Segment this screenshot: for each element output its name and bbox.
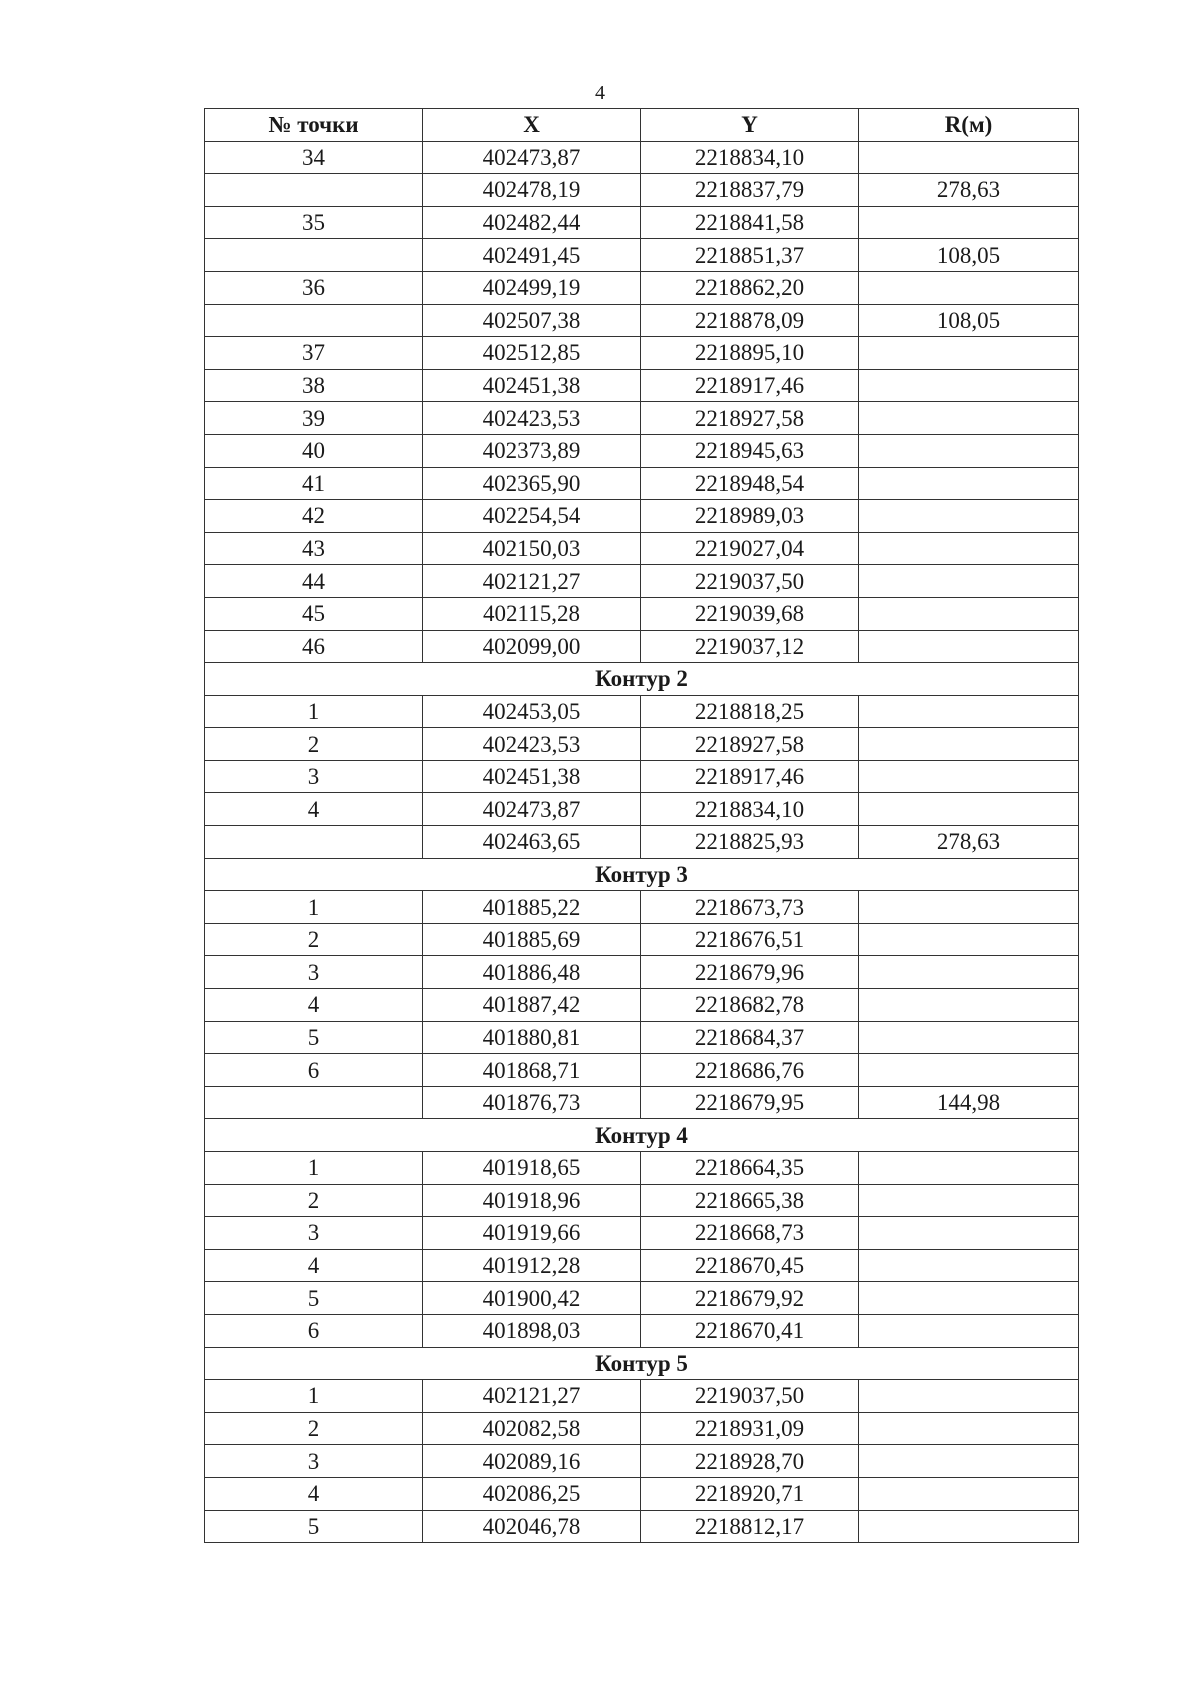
table-row <box>205 1282 1079 1315</box>
x-cell: 401880,81 <box>423 1021 641 1054</box>
radius-cell <box>859 402 1079 435</box>
radius-cell <box>859 500 1079 533</box>
radius-cell <box>859 1445 1079 1478</box>
point-number-cell: 3 <box>205 1217 423 1250</box>
radius-cell <box>859 1380 1079 1413</box>
radius-cell <box>859 760 1079 793</box>
y-cell: 2218945,63 <box>641 434 859 467</box>
x-cell: 402451,38 <box>423 369 641 402</box>
contour-title: Контур 5 <box>205 1347 1079 1380</box>
x-cell: 401885,69 <box>423 923 641 956</box>
point-number-cell: 3 <box>205 1445 423 1478</box>
x-cell: 402373,89 <box>423 434 641 467</box>
table-row <box>205 1412 1079 1445</box>
y-cell: 2218851,37 <box>641 239 859 272</box>
coordinates-table <box>204 108 1079 1543</box>
y-cell: 2218931,09 <box>641 1412 859 1445</box>
table-row <box>205 891 1079 924</box>
x-cell: 401898,03 <box>423 1314 641 1347</box>
x-cell: 402473,87 <box>423 141 641 174</box>
table-row <box>205 532 1079 565</box>
page-number: 4 <box>595 82 605 104</box>
y-cell: 2218670,45 <box>641 1249 859 1282</box>
radius-cell <box>859 695 1079 728</box>
x-cell: 402121,27 <box>423 565 641 598</box>
point-number-cell: 4 <box>205 793 423 826</box>
y-cell: 2219037,50 <box>641 565 859 598</box>
header-point-number: № точки <box>205 109 423 142</box>
point-number-cell <box>205 304 423 337</box>
x-cell: 402086,25 <box>423 1477 641 1510</box>
x-cell: 401886,48 <box>423 956 641 989</box>
table-row <box>205 239 1079 272</box>
x-cell: 402463,65 <box>423 826 641 859</box>
x-cell: 402491,45 <box>423 239 641 272</box>
point-number-cell: 35 <box>205 206 423 239</box>
y-cell: 2218684,37 <box>641 1021 859 1054</box>
y-cell: 2219039,68 <box>641 597 859 630</box>
x-cell: 401885,22 <box>423 891 641 924</box>
table-row <box>205 826 1079 859</box>
radius-cell <box>859 630 1079 663</box>
contour-title: Контур 3 <box>205 858 1079 891</box>
y-cell: 2218679,96 <box>641 956 859 989</box>
radius-cell <box>859 434 1079 467</box>
table-row <box>205 1217 1079 1250</box>
radius-cell <box>859 1249 1079 1282</box>
radius-cell <box>859 1054 1079 1087</box>
table-row <box>205 206 1079 239</box>
table-row <box>205 1249 1079 1282</box>
y-cell: 2218668,73 <box>641 1217 859 1250</box>
table-row <box>205 695 1079 728</box>
x-cell: 402099,00 <box>423 630 641 663</box>
y-cell: 2218834,10 <box>641 793 859 826</box>
radius-cell <box>859 1412 1079 1445</box>
y-cell: 2218682,78 <box>641 989 859 1022</box>
table-row <box>205 467 1079 500</box>
table-row <box>205 1152 1079 1185</box>
radius-cell <box>859 1510 1079 1543</box>
table-row <box>205 760 1079 793</box>
radius-cell: 108,05 <box>859 304 1079 337</box>
radius-cell <box>859 956 1079 989</box>
radius-cell <box>859 989 1079 1022</box>
point-number-cell: 46 <box>205 630 423 663</box>
y-cell: 2219027,04 <box>641 532 859 565</box>
table-row <box>205 1510 1079 1543</box>
header-y: Y <box>641 109 859 142</box>
table-row <box>205 989 1079 1022</box>
table-row <box>205 597 1079 630</box>
radius-cell <box>859 1282 1079 1315</box>
point-number-cell: 1 <box>205 891 423 924</box>
point-number-cell: 2 <box>205 1184 423 1217</box>
y-cell: 2218917,46 <box>641 369 859 402</box>
y-cell: 2218812,17 <box>641 1510 859 1543</box>
point-number-cell: 6 <box>205 1314 423 1347</box>
radius-cell: 108,05 <box>859 239 1079 272</box>
table-row <box>205 728 1079 761</box>
table-row <box>205 1054 1079 1087</box>
y-cell: 2218948,54 <box>641 467 859 500</box>
x-cell: 402365,90 <box>423 467 641 500</box>
point-number-cell: 36 <box>205 271 423 304</box>
point-number-cell: 5 <box>205 1282 423 1315</box>
x-cell: 402423,53 <box>423 402 641 435</box>
point-number-cell: 1 <box>205 695 423 728</box>
contour-title-row <box>205 663 1079 696</box>
x-cell: 402254,54 <box>423 500 641 533</box>
table-row <box>205 1445 1079 1478</box>
y-cell: 2219037,50 <box>641 1380 859 1413</box>
x-cell: 402512,85 <box>423 337 641 370</box>
y-cell: 2218664,35 <box>641 1152 859 1185</box>
table-row <box>205 1184 1079 1217</box>
y-cell: 2218665,38 <box>641 1184 859 1217</box>
radius-cell <box>859 271 1079 304</box>
x-cell: 401900,42 <box>423 1282 641 1315</box>
y-cell: 2218679,92 <box>641 1282 859 1315</box>
contour-title-row <box>205 1119 1079 1152</box>
point-number-cell: 4 <box>205 989 423 1022</box>
y-cell: 2218670,41 <box>641 1314 859 1347</box>
table-row <box>205 630 1079 663</box>
y-cell: 2218928,70 <box>641 1445 859 1478</box>
y-cell: 2218927,58 <box>641 728 859 761</box>
point-number-cell: 41 <box>205 467 423 500</box>
x-cell: 402482,44 <box>423 206 641 239</box>
radius-cell <box>859 141 1079 174</box>
table-row <box>205 304 1079 337</box>
point-number-cell: 5 <box>205 1510 423 1543</box>
radius-cell <box>859 337 1079 370</box>
table-row <box>205 369 1079 402</box>
point-number-cell: 44 <box>205 565 423 598</box>
table-row <box>205 271 1079 304</box>
table-row <box>205 141 1079 174</box>
point-number-cell: 3 <box>205 956 423 989</box>
table-row <box>205 500 1079 533</box>
radius-cell <box>859 1184 1079 1217</box>
header-row <box>205 109 1079 142</box>
radius-cell <box>859 891 1079 924</box>
x-cell: 402082,58 <box>423 1412 641 1445</box>
contour-title: Контур 2 <box>205 663 1079 696</box>
point-number-cell: 34 <box>205 141 423 174</box>
radius-cell <box>859 1314 1079 1347</box>
x-cell: 401918,96 <box>423 1184 641 1217</box>
point-number-cell: 45 <box>205 597 423 630</box>
x-cell: 402423,53 <box>423 728 641 761</box>
y-cell: 2218878,09 <box>641 304 859 337</box>
y-cell: 2218895,10 <box>641 337 859 370</box>
table-row <box>205 793 1079 826</box>
radius-cell <box>859 597 1079 630</box>
x-cell: 401912,28 <box>423 1249 641 1282</box>
x-cell: 401868,71 <box>423 1054 641 1087</box>
x-cell: 402473,87 <box>423 793 641 826</box>
x-cell: 402478,19 <box>423 174 641 207</box>
point-number-cell: 42 <box>205 500 423 533</box>
point-number-cell <box>205 826 423 859</box>
x-cell: 402150,03 <box>423 532 641 565</box>
y-cell: 2218676,51 <box>641 923 859 956</box>
y-cell: 2218818,25 <box>641 695 859 728</box>
y-cell: 2218927,58 <box>641 402 859 435</box>
x-cell: 401887,42 <box>423 989 641 1022</box>
x-cell: 402089,16 <box>423 1445 641 1478</box>
radius-cell: 278,63 <box>859 826 1079 859</box>
table-row <box>205 923 1079 956</box>
y-cell: 2218920,71 <box>641 1477 859 1510</box>
radius-cell <box>859 1152 1079 1185</box>
table-row <box>205 434 1079 467</box>
x-cell: 402453,05 <box>423 695 641 728</box>
y-cell: 2218686,76 <box>641 1054 859 1087</box>
point-number-cell: 37 <box>205 337 423 370</box>
table-body <box>205 141 1079 1543</box>
y-cell: 2218841,58 <box>641 206 859 239</box>
x-cell: 401918,65 <box>423 1152 641 1185</box>
y-cell: 2218989,03 <box>641 500 859 533</box>
point-number-cell <box>205 239 423 272</box>
point-number-cell: 2 <box>205 923 423 956</box>
contour-title: Контур 4 <box>205 1119 1079 1152</box>
table-row <box>205 956 1079 989</box>
x-cell: 401919,66 <box>423 1217 641 1250</box>
point-number-cell <box>205 174 423 207</box>
y-cell: 2218825,93 <box>641 826 859 859</box>
radius-cell <box>859 532 1079 565</box>
point-number-cell: 4 <box>205 1249 423 1282</box>
y-cell: 2218862,20 <box>641 271 859 304</box>
table-header <box>205 109 1079 142</box>
header-radius: R(м) <box>859 109 1079 142</box>
radius-cell <box>859 923 1079 956</box>
x-cell: 402507,38 <box>423 304 641 337</box>
point-number-cell: 39 <box>205 402 423 435</box>
y-cell: 2219037,12 <box>641 630 859 663</box>
table-row <box>205 337 1079 370</box>
x-cell: 402451,38 <box>423 760 641 793</box>
radius-cell <box>859 1021 1079 1054</box>
radius-cell <box>859 1477 1079 1510</box>
table-row <box>205 174 1079 207</box>
radius-cell <box>859 793 1079 826</box>
y-cell: 2218673,73 <box>641 891 859 924</box>
header-x: X <box>423 109 641 142</box>
contour-title-row <box>205 858 1079 891</box>
point-number-cell: 6 <box>205 1054 423 1087</box>
point-number-cell <box>205 1086 423 1119</box>
point-number-cell: 40 <box>205 434 423 467</box>
x-cell: 402115,28 <box>423 597 641 630</box>
radius-cell <box>859 565 1079 598</box>
radius-cell <box>859 1217 1079 1250</box>
x-cell: 402121,27 <box>423 1380 641 1413</box>
contour-title-row <box>205 1347 1079 1380</box>
y-cell: 2218917,46 <box>641 760 859 793</box>
x-cell: 402046,78 <box>423 1510 641 1543</box>
point-number-cell: 2 <box>205 728 423 761</box>
radius-cell <box>859 467 1079 500</box>
table-row <box>205 402 1079 435</box>
table-row <box>205 1477 1079 1510</box>
table-row <box>205 1314 1079 1347</box>
table-row <box>205 1380 1079 1413</box>
point-number-cell: 2 <box>205 1412 423 1445</box>
table-row <box>205 1021 1079 1054</box>
radius-cell: 144,98 <box>859 1086 1079 1119</box>
point-number-cell: 4 <box>205 1477 423 1510</box>
radius-cell: 278,63 <box>859 174 1079 207</box>
point-number-cell: 5 <box>205 1021 423 1054</box>
x-cell: 401876,73 <box>423 1086 641 1119</box>
radius-cell <box>859 369 1079 402</box>
point-number-cell: 1 <box>205 1152 423 1185</box>
point-number-cell: 3 <box>205 760 423 793</box>
point-number-cell: 38 <box>205 369 423 402</box>
point-number-cell: 43 <box>205 532 423 565</box>
table-row <box>205 1086 1079 1119</box>
radius-cell <box>859 728 1079 761</box>
y-cell: 2218679,95 <box>641 1086 859 1119</box>
radius-cell <box>859 206 1079 239</box>
y-cell: 2218834,10 <box>641 141 859 174</box>
point-number-cell: 1 <box>205 1380 423 1413</box>
y-cell: 2218837,79 <box>641 174 859 207</box>
table-row <box>205 565 1079 598</box>
x-cell: 402499,19 <box>423 271 641 304</box>
